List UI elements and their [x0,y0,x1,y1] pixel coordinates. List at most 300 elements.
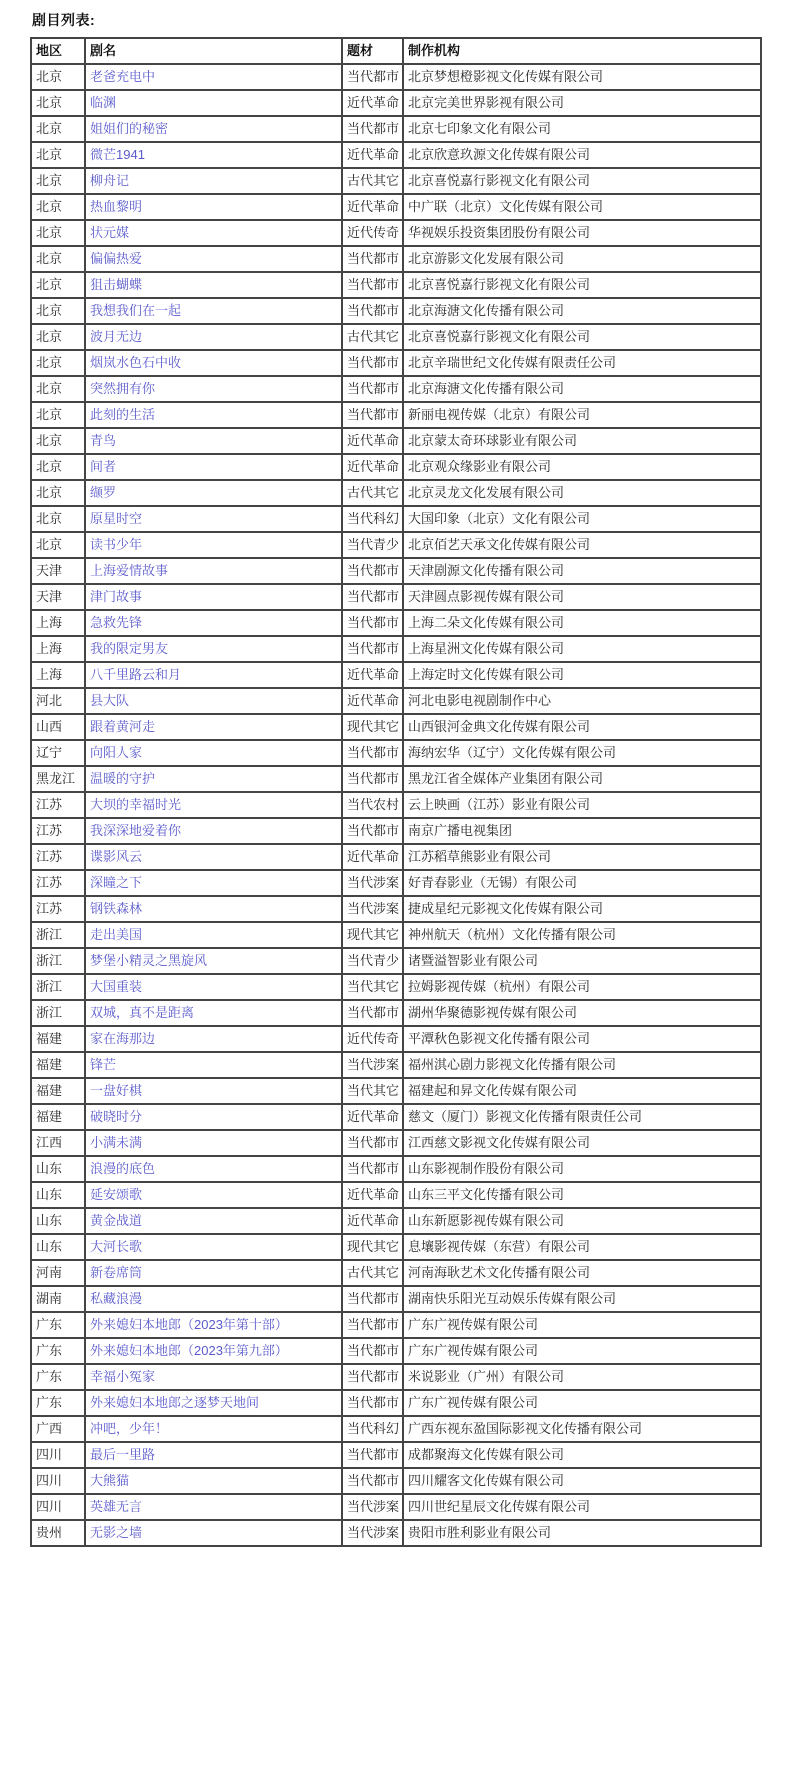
region-cell: 江苏 [31,844,85,870]
table-row [31,714,761,740]
producer-cell: 湖南快乐阳光互动娱乐传媒有限公司 [403,1286,761,1312]
drama-title-cell [85,714,342,740]
drama-title-link[interactable]: 偏偏热爱 [90,250,143,266]
drama-title-cell [85,428,342,454]
table-row [31,1234,761,1260]
producer-cell: 北京梦想橙影视文化传媒有限公司 [403,64,761,90]
region-cell: 上海 [31,636,85,662]
drama-title-link[interactable]: 津门故事 [90,588,143,604]
genre-cell: 当代涉案 [342,896,403,922]
table-row [31,246,761,272]
table-row [31,896,761,922]
drama-title-link[interactable]: 大河长歌 [90,1238,143,1254]
producer-cell: 神州航天（杭州）文化传播有限公司 [403,922,761,948]
drama-title-cell [85,90,342,116]
drama-title-cell [85,1468,342,1494]
drama-title-cell [85,194,342,220]
drama-title-cell [85,1338,342,1364]
drama-title-cell [85,584,342,610]
producer-cell: 捷成星纪元影视文化传媒有限公司 [403,896,761,922]
table-row [31,142,761,168]
drama-title-link[interactable]: 黄金战道 [90,1212,143,1228]
drama-title-link[interactable]: 冲吧，少年！ [90,1420,169,1436]
region-cell: 天津 [31,584,85,610]
producer-cell: 北京七印象文化有限公司 [403,116,761,142]
drama-title-cell [85,558,342,584]
table-row [31,1208,761,1234]
drama-title-cell [85,922,342,948]
genre-cell: 当代都市 [342,1312,403,1338]
genre-cell: 当代都市 [342,610,403,636]
producer-cell: 北京喜悦嘉行影视文化有限公司 [403,168,761,194]
table-row [31,1052,761,1078]
region-cell: 北京 [31,428,85,454]
producer-cell: 北京喜悦嘉行影视文化有限公司 [403,324,761,350]
table-row [31,948,761,974]
region-cell: 江苏 [31,818,85,844]
region-cell: 四川 [31,1468,85,1494]
drama-title-link[interactable]: 县大队 [90,692,130,708]
genre-cell: 近代革命 [342,662,403,688]
drama-title-link[interactable]: 大熊猫 [90,1472,130,1488]
producer-cell: 北京观众缘影业有限公司 [403,454,761,480]
producer-cell: 福建起和昇文化传媒有限公司 [403,1078,761,1104]
producer-cell: 河北电影电视剧制作中心 [403,688,761,714]
drama-title-link[interactable]: 微芒1941 [90,146,145,162]
producer-cell: 好青春影业（无锡）有限公司 [403,870,761,896]
region-cell: 贵州 [31,1520,85,1546]
table-row [31,740,761,766]
genre-cell: 古代其它 [342,168,403,194]
drama-title-link[interactable]: 间者 [90,458,117,474]
genre-cell: 当代农村 [342,792,403,818]
drama-title-cell [85,1364,342,1390]
genre-cell: 当代其它 [342,974,403,1000]
header-row [31,38,761,64]
genre-cell: 当代都市 [342,1390,403,1416]
region-cell: 北京 [31,298,85,324]
genre-cell: 当代都市 [342,1130,403,1156]
region-cell: 北京 [31,116,85,142]
genre-cell: 近代革命 [342,142,403,168]
producer-cell: 四川世纪星辰文化传媒有限公司 [403,1494,761,1520]
header-region: 地区 [31,38,85,64]
drama-title-cell [85,870,342,896]
region-cell: 广东 [31,1338,85,1364]
drama-title-link[interactable]: 双城，真不是距离 [90,1004,195,1020]
genre-cell: 当代涉案 [342,1520,403,1546]
drama-title-link[interactable]: 急救先锋 [90,614,143,630]
region-cell: 北京 [31,142,85,168]
table-row [31,272,761,298]
header-genre: 题材 [342,38,403,64]
drama-title-cell [85,792,342,818]
drama-title-cell [85,350,342,376]
table-row [31,818,761,844]
drama-title-link[interactable]: 狙击蝴蝶 [90,276,143,292]
genre-cell: 当代涉案 [342,1052,403,1078]
producer-cell: 山东新愿影视传媒有限公司 [403,1208,761,1234]
table-row [31,610,761,636]
drama-title-cell [85,844,342,870]
table-row [31,116,761,142]
genre-cell: 当代都市 [342,584,403,610]
drama-title-cell [85,376,342,402]
producer-cell: 南京广播电视集团 [403,818,761,844]
producer-cell: 山东三平文化传播有限公司 [403,1182,761,1208]
producer-cell: 山西银河金典文化传媒有限公司 [403,714,761,740]
producer-cell: 上海定时文化传媒有限公司 [403,662,761,688]
region-cell: 四川 [31,1494,85,1520]
drama-title-cell [85,974,342,1000]
drama-title-link[interactable]: 延安颂歌 [90,1186,143,1202]
table-row [31,168,761,194]
drama-title-cell [85,1156,342,1182]
table-row [31,402,761,428]
table-row [31,584,761,610]
drama-title-link[interactable]: 梦堡小精灵之黑旋风 [90,952,208,968]
table-row [31,428,761,454]
table-row [31,1390,761,1416]
region-cell: 河北 [31,688,85,714]
drama-title-link[interactable]: 最后一里路 [90,1446,156,1462]
drama-title-link[interactable]: 烟岚水色石中收 [90,354,182,370]
drama-title-link[interactable]: 走出美国 [90,926,143,942]
table-row [31,64,761,90]
drama-title-link[interactable]: 无影之墙 [90,1524,143,1540]
region-cell: 浙江 [31,974,85,1000]
drama-title-link[interactable]: 一盘好棋 [90,1082,143,1098]
producer-cell: 华视娱乐投资集团股份有限公司 [403,220,761,246]
drama-title-link[interactable]: 原星时空 [90,510,143,526]
drama-title-cell [85,1494,342,1520]
producer-cell: 米说影业（广州）有限公司 [403,1364,761,1390]
genre-cell: 当代都市 [342,1442,403,1468]
genre-cell: 近代革命 [342,1104,403,1130]
drama-title-cell [85,116,342,142]
producer-cell: 海纳宏华（辽宁）文化传媒有限公司 [403,740,761,766]
drama-title-cell [85,402,342,428]
drama-title-link[interactable]: 我深深地爱着你 [90,822,182,838]
drama-title-link[interactable]: 大坝的幸福时光 [90,796,182,812]
table-row [31,350,761,376]
producer-cell: 天津剧源文化传播有限公司 [403,558,761,584]
drama-title-cell [85,1312,342,1338]
drama-title-cell [85,1104,342,1130]
table-row [31,844,761,870]
producer-cell: 湖州华聚德影视传媒有限公司 [403,1000,761,1026]
drama-title-link[interactable]: 状元媒 [90,224,130,240]
drama-title-link[interactable]: 向阳人家 [90,744,143,760]
drama-title-cell [85,480,342,506]
drama-title-cell [85,506,342,532]
drama-title-link[interactable]: 幸福小冤家 [90,1368,156,1384]
producer-cell: 江西慈文影视文化传媒有限公司 [403,1130,761,1156]
table-row [31,1364,761,1390]
header-producer: 制作机构 [403,38,761,64]
region-cell: 山东 [31,1208,85,1234]
region-cell: 辽宁 [31,740,85,766]
genre-cell: 近代传奇 [342,1026,403,1052]
region-cell: 天津 [31,558,85,584]
region-cell: 江苏 [31,792,85,818]
genre-cell: 近代革命 [342,688,403,714]
drama-title-cell [85,1286,342,1312]
table-row [31,90,761,116]
region-cell: 福建 [31,1026,85,1052]
region-cell: 江西 [31,1130,85,1156]
table-row [31,1338,761,1364]
producer-cell: 北京辛瑞世纪文化传媒有限责任公司 [403,350,761,376]
producer-cell: 云上映画（江苏）影业有限公司 [403,792,761,818]
region-cell: 福建 [31,1052,85,1078]
genre-cell: 当代都市 [342,1286,403,1312]
producer-cell: 江苏稻草熊影业有限公司 [403,844,761,870]
region-cell: 北京 [31,376,85,402]
drama-title-cell [85,1260,342,1286]
drama-title-link[interactable]: 老爸充电中 [90,68,156,84]
genre-cell: 古代其它 [342,1260,403,1286]
table-row [31,1468,761,1494]
drama-title-cell [85,818,342,844]
table-row [31,1520,761,1546]
table-row [31,1494,761,1520]
table-row [31,974,761,1000]
genre-cell: 当代科幻 [342,1416,403,1442]
table-row [31,220,761,246]
producer-cell: 北京灵龙文化发展有限公司 [403,480,761,506]
region-cell: 福建 [31,1104,85,1130]
drama-title-link[interactable]: 青鸟 [90,432,117,448]
genre-cell: 当代都市 [342,376,403,402]
region-cell: 广东 [31,1390,85,1416]
region-cell: 浙江 [31,922,85,948]
producer-cell: 广东广视传媒有限公司 [403,1390,761,1416]
drama-table [30,37,762,1547]
producer-cell: 中广联（北京）文化传媒有限公司 [403,194,761,220]
producer-cell: 北京完美世界影视有限公司 [403,90,761,116]
genre-cell: 现代其它 [342,714,403,740]
drama-title-link[interactable]: 小满未满 [90,1134,143,1150]
drama-title-link[interactable]: 大国重装 [90,978,143,994]
drama-title-cell [85,220,342,246]
producer-cell: 慈文（厦门）影视文化传播有限责任公司 [403,1104,761,1130]
region-cell: 山东 [31,1234,85,1260]
drama-title-cell [85,272,342,298]
table-row [31,1442,761,1468]
genre-cell: 当代都市 [342,298,403,324]
producer-cell: 山东影视制作股份有限公司 [403,1156,761,1182]
region-cell: 北京 [31,90,85,116]
region-cell: 北京 [31,324,85,350]
drama-title-cell [85,298,342,324]
table-row [31,636,761,662]
genre-cell: 近代革命 [342,428,403,454]
genre-cell: 当代都市 [342,1468,403,1494]
table-row [31,1286,761,1312]
producer-cell: 广东广视传媒有限公司 [403,1338,761,1364]
region-cell: 山东 [31,1156,85,1182]
region-cell: 北京 [31,402,85,428]
genre-cell: 近代革命 [342,454,403,480]
producer-cell: 黑龙江省全媒体产业集团有限公司 [403,766,761,792]
region-cell: 山东 [31,1182,85,1208]
genre-cell: 近代革命 [342,194,403,220]
table-row [31,1260,761,1286]
producer-cell: 福州淇心剧力影视文化传播有限公司 [403,1052,761,1078]
genre-cell: 当代都市 [342,1338,403,1364]
region-cell: 广东 [31,1312,85,1338]
table-row [31,298,761,324]
table-row [31,1182,761,1208]
table-row [31,324,761,350]
producer-cell: 天津圆点影视传媒有限公司 [403,584,761,610]
drama-title-link[interactable]: 八千里路云和月 [90,666,182,682]
genre-cell: 近代革命 [342,90,403,116]
producer-cell: 北京欣意玖源文化传媒有限公司 [403,142,761,168]
region-cell: 山西 [31,714,85,740]
drama-title-link[interactable]: 缬罗 [90,484,117,500]
table-row [31,870,761,896]
table-row [31,558,761,584]
drama-title-cell [85,168,342,194]
table-row [31,1416,761,1442]
table-row [31,532,761,558]
genre-cell: 现代其它 [342,922,403,948]
genre-cell: 当代都市 [342,1000,403,1026]
genre-cell: 当代青少 [342,948,403,974]
region-cell: 湖南 [31,1286,85,1312]
drama-title-link[interactable]: 钢铁森林 [90,900,143,916]
drama-title-link[interactable]: 临渊 [90,94,117,110]
drama-title-link[interactable]: 柳舟记 [90,172,130,188]
drama-title-link[interactable]: 此刻的生活 [90,406,156,422]
producer-cell: 广西东视东盈国际影视文化传播有限公司 [403,1416,761,1442]
region-cell: 河南 [31,1260,85,1286]
region-cell: 北京 [31,246,85,272]
genre-cell: 当代都市 [342,1364,403,1390]
genre-cell: 当代都市 [342,636,403,662]
drama-title-link[interactable]: 破晓时分 [90,1108,143,1124]
table-row [31,1130,761,1156]
drama-title-cell [85,142,342,168]
drama-title-link[interactable]: 私藏浪漫 [90,1290,143,1306]
region-cell: 北京 [31,64,85,90]
table-row [31,1156,761,1182]
producer-cell: 北京佰艺天承文化传媒有限公司 [403,532,761,558]
drama-title-link[interactable]: 外来媳妇本地郎（2023年第九部） [90,1342,288,1358]
drama-title-cell [85,1052,342,1078]
region-cell: 上海 [31,610,85,636]
drama-title-link[interactable]: 锋芒 [90,1056,117,1072]
drama-title-link[interactable]: 新卷席筒 [90,1264,143,1280]
region-cell: 广西 [31,1416,85,1442]
drama-title-cell [85,688,342,714]
table-row [31,922,761,948]
drama-title-link[interactable]: 谍影风云 [90,848,143,864]
drama-title-link[interactable]: 家在海那边 [90,1030,156,1046]
drama-title-link[interactable]: 波月无边 [90,328,143,344]
table-row [31,766,761,792]
genre-cell: 近代传奇 [342,220,403,246]
table-row [31,194,761,220]
genre-cell: 当代涉案 [342,1494,403,1520]
genre-cell: 当代都市 [342,350,403,376]
region-cell: 浙江 [31,1000,85,1026]
genre-cell: 当代涉案 [342,870,403,896]
region-cell: 北京 [31,506,85,532]
region-cell: 北京 [31,168,85,194]
table-row [31,1312,761,1338]
producer-cell: 新丽电视传媒（北京）有限公司 [403,402,761,428]
producer-cell: 河南海耿艺术文化传播有限公司 [403,1260,761,1286]
region-cell: 北京 [31,220,85,246]
producer-cell: 上海二朵文化传媒有限公司 [403,610,761,636]
drama-title-link[interactable]: 外来媳妇本地郎之逐梦天地间 [90,1394,260,1410]
producer-cell: 拉姆影视传媒（杭州）有限公司 [403,974,761,1000]
drama-table-body [31,64,761,1546]
drama-title-link[interactable]: 浪漫的底色 [90,1160,156,1176]
table-row [31,1104,761,1130]
drama-title-link[interactable]: 温暖的守护 [90,770,156,786]
drama-title-cell [85,740,342,766]
genre-cell: 近代革命 [342,1208,403,1234]
drama-title-link[interactable]: 英雄无言 [90,1498,143,1514]
drama-title-cell [85,1078,342,1104]
producer-cell: 息壤影视传媒（东营）有限公司 [403,1234,761,1260]
producer-cell: 北京蒙太奇环球影业有限公司 [403,428,761,454]
drama-title-cell [85,662,342,688]
producer-cell: 诸暨溢智影业有限公司 [403,948,761,974]
region-cell: 北京 [31,454,85,480]
table-row [31,792,761,818]
drama-title-link[interactable]: 深瞳之下 [90,874,143,890]
producer-cell: 成都聚海文化传媒有限公司 [403,1442,761,1468]
genre-cell: 当代都市 [342,818,403,844]
producer-cell: 大国印象（北京）文化有限公司 [403,506,761,532]
drama-title-link[interactable]: 热血黎明 [90,198,143,214]
region-cell: 上海 [31,662,85,688]
drama-title-link[interactable]: 我的限定男友 [90,640,169,656]
drama-title-cell [85,1000,342,1026]
table-row [31,1026,761,1052]
region-cell: 福建 [31,1078,85,1104]
producer-cell: 北京喜悦嘉行影视文化有限公司 [403,272,761,298]
drama-title-link[interactable]: 突然拥有你 [90,380,156,396]
drama-title-link[interactable]: 我想我们在一起 [90,302,182,318]
table-row [31,688,761,714]
table-row [31,480,761,506]
drama-title-cell [85,948,342,974]
drama-title-link[interactable]: 上海爱情故事 [90,562,169,578]
drama-title-link[interactable]: 读书少年 [90,536,143,552]
drama-title-link[interactable]: 姐姐们的秘密 [90,120,169,136]
producer-cell: 北京游影文化发展有限公司 [403,246,761,272]
drama-table-header [31,38,761,64]
region-cell: 江苏 [31,896,85,922]
drama-title-cell [85,1520,342,1546]
table-row [31,1000,761,1026]
genre-cell: 当代都市 [342,272,403,298]
producer-cell: 北京海溏文化传播有限公司 [403,376,761,402]
drama-title-link[interactable]: 跟着黄河走 [90,718,156,734]
region-cell: 北京 [31,272,85,298]
producer-cell: 贵阳市胜利影业有限公司 [403,1520,761,1546]
drama-title-link[interactable]: 外来媳妇本地郎（2023年第十部） [90,1316,288,1332]
header-title: 剧名 [85,38,342,64]
table-row [31,506,761,532]
genre-cell: 当代都市 [342,116,403,142]
